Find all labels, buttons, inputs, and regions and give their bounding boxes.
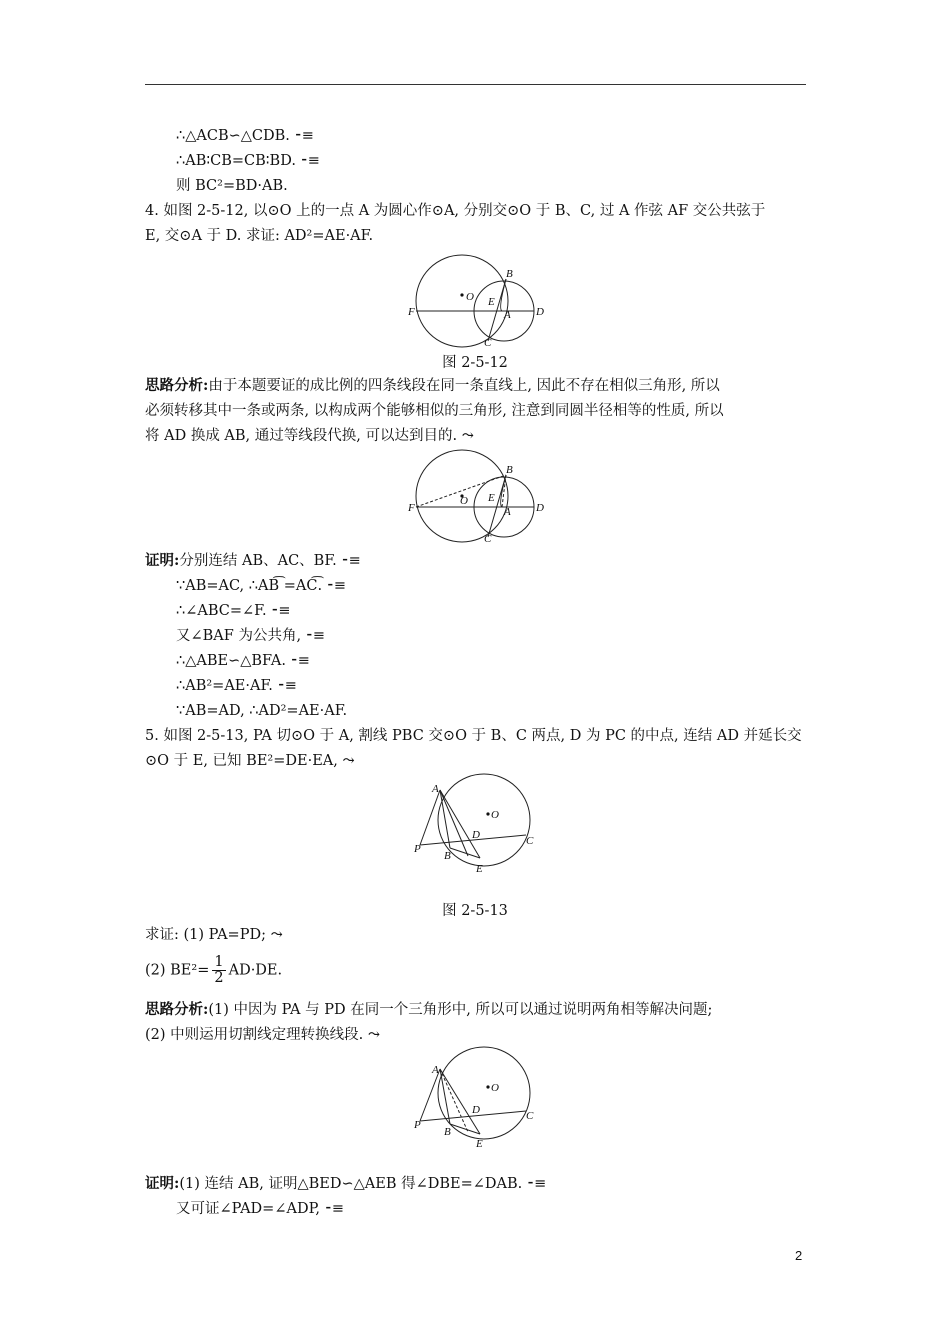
fig1-label-c: C — [484, 337, 492, 349]
proof-line-1 — [145, 551, 361, 571]
fig1-label-d: D — [536, 306, 544, 318]
text-line: ∴AB∶CB=CB∶BD. ⁃≡ — [176, 153, 320, 169]
proof-line: 又∠BAF 为公共角, ⁃≡ — [176, 628, 326, 644]
fraction — [212, 955, 225, 986]
fig3-label-d: D — [472, 829, 480, 841]
figure-caption: 图 2-5-13 — [442, 903, 508, 919]
fig2-label-b: B — [506, 464, 513, 476]
analysis-text: (1) 中因为 PA 与 PD 在同一个三角形中, 所以可以通过说明两角相等解决问题; — [208, 1002, 713, 1018]
figure-2-5-12 — [402, 245, 552, 350]
problem-4-line-2: E, 交⊙A 于 D. 求证: AD²=AE·AF. — [145, 228, 374, 244]
proof-label: 证明: — [145, 1175, 180, 1192]
figure-caption: 图 2-5-12 — [442, 355, 508, 371]
analysis-line-2: (2) 中则运用切割线定理转换线段. ⤳ — [145, 1027, 381, 1043]
prove-line-2 — [145, 955, 282, 986]
proof-line: ∴∠ABC=∠F. ⁃≡ — [176, 603, 291, 619]
fig4-label-p: P — [414, 1119, 421, 1131]
figure-aux-2 — [410, 1043, 550, 1153]
prove-2-text-a: (2) BE²= — [145, 962, 210, 979]
proof-line: ∵AB=AD, ∴AD²=AE·AF. — [176, 703, 348, 719]
prove-2-text-b: AD·DE. — [228, 962, 283, 979]
text-line: ∴△ACB∽△CDB. ⁃≡ — [176, 128, 314, 144]
analysis-line-1 — [145, 1000, 712, 1020]
fig4-label-e: E — [476, 1138, 483, 1150]
text-line: 则 BC²=BD·AB. — [176, 178, 288, 194]
fig4-label-b: B — [444, 1126, 451, 1138]
proof-text: (1) 连结 AB, 证明△BED∽△AEB 得∠DBE=∠DAB. ⁃≡ — [179, 1176, 547, 1192]
proof-text: 分别连结 AB、AC、BF. ⁃≡ — [179, 553, 361, 569]
fig1-label-b: B — [506, 268, 513, 280]
prove-line-1: 求证: (1) PA=PD; ⤳ — [145, 927, 283, 943]
problem-4-line-1: 4. 如图 2-5-12, 以⊙O 上的一点 A 为圆心作⊙A, 分别交⊙O 于 B、C, 过 A 作弦 AF 交公共弦于 — [145, 203, 766, 219]
proof-line: ∴AB²=AE·AF. ⁃≡ — [176, 678, 297, 694]
fig4-label-o: O — [491, 1082, 499, 1094]
problem-5-line-2: ⊙O 于 E, 已知 BE²=DE·EA, ⤳ — [145, 753, 355, 769]
fig2-label-e: E — [488, 492, 495, 504]
fraction-denominator: 2 — [214, 970, 224, 986]
analysis-text: 由于本题要证的成比例的四条线段在同一条直线上, 因此不存在相似三角形, 所以 — [208, 378, 720, 394]
fig4-label-a: A — [432, 1064, 439, 1076]
fig1-label-a: A — [504, 309, 511, 321]
fig2-label-d: D — [536, 502, 544, 514]
figure-aux-1 — [402, 443, 552, 548]
analysis-line-3: 将 AD 换成 AB, 通过等线段代换, 可以达到目的. ⤳ — [145, 428, 474, 444]
fig2-label-f: F — [408, 502, 415, 514]
figure-2-5-13 — [410, 770, 550, 880]
proof-label: 证明: — [145, 552, 180, 569]
proof-line: ∵AB=AC, ∴AB͡ =AC͡. ⁃≡ — [176, 578, 347, 594]
fig3-label-o: O — [491, 809, 499, 821]
fig4-label-d: D — [472, 1104, 480, 1116]
page-number: 2 — [795, 1248, 803, 1263]
header-rule — [145, 84, 806, 85]
fig3-label-b: B — [444, 850, 451, 862]
fig3-label-e: E — [476, 863, 483, 875]
fig3-label-p: P — [414, 843, 421, 855]
fig1-label-e: E — [488, 296, 495, 308]
fraction-numerator: 1 — [214, 954, 224, 970]
fig2-label-c: C — [484, 533, 492, 545]
proof-line-1 — [145, 1174, 546, 1194]
fig1-label-o: O — [466, 291, 474, 303]
analysis-label: 思路分析: — [145, 377, 209, 394]
analysis-label: 思路分析: — [145, 1001, 209, 1018]
proof-line: 又可证∠PAD=∠ADP, ⁃≡ — [176, 1201, 345, 1217]
fig4-label-c: C — [526, 1110, 534, 1122]
fig1-label-f: F — [408, 306, 415, 318]
fig3-label-a: A — [432, 783, 439, 795]
fig2-label-a: A — [504, 506, 511, 518]
analysis-line-2: 必须转移其中一条或两条, 以构成两个能够相似的三角形, 注意到同圆半径相等的性质, 所以 — [145, 403, 724, 419]
fig3-label-c: C — [526, 835, 534, 847]
fig2-label-o: O — [460, 495, 468, 507]
proof-line: ∴△ABE∽△BFA. ⁃≡ — [176, 653, 310, 669]
problem-5-line-1: 5. 如图 2-5-13, PA 切⊙O 于 A, 割线 PBC 交⊙O 于 B、C 两点, D 为 PC 的中点, 连结 AD 并延长交 — [145, 728, 802, 744]
analysis-line-1 — [145, 376, 720, 396]
